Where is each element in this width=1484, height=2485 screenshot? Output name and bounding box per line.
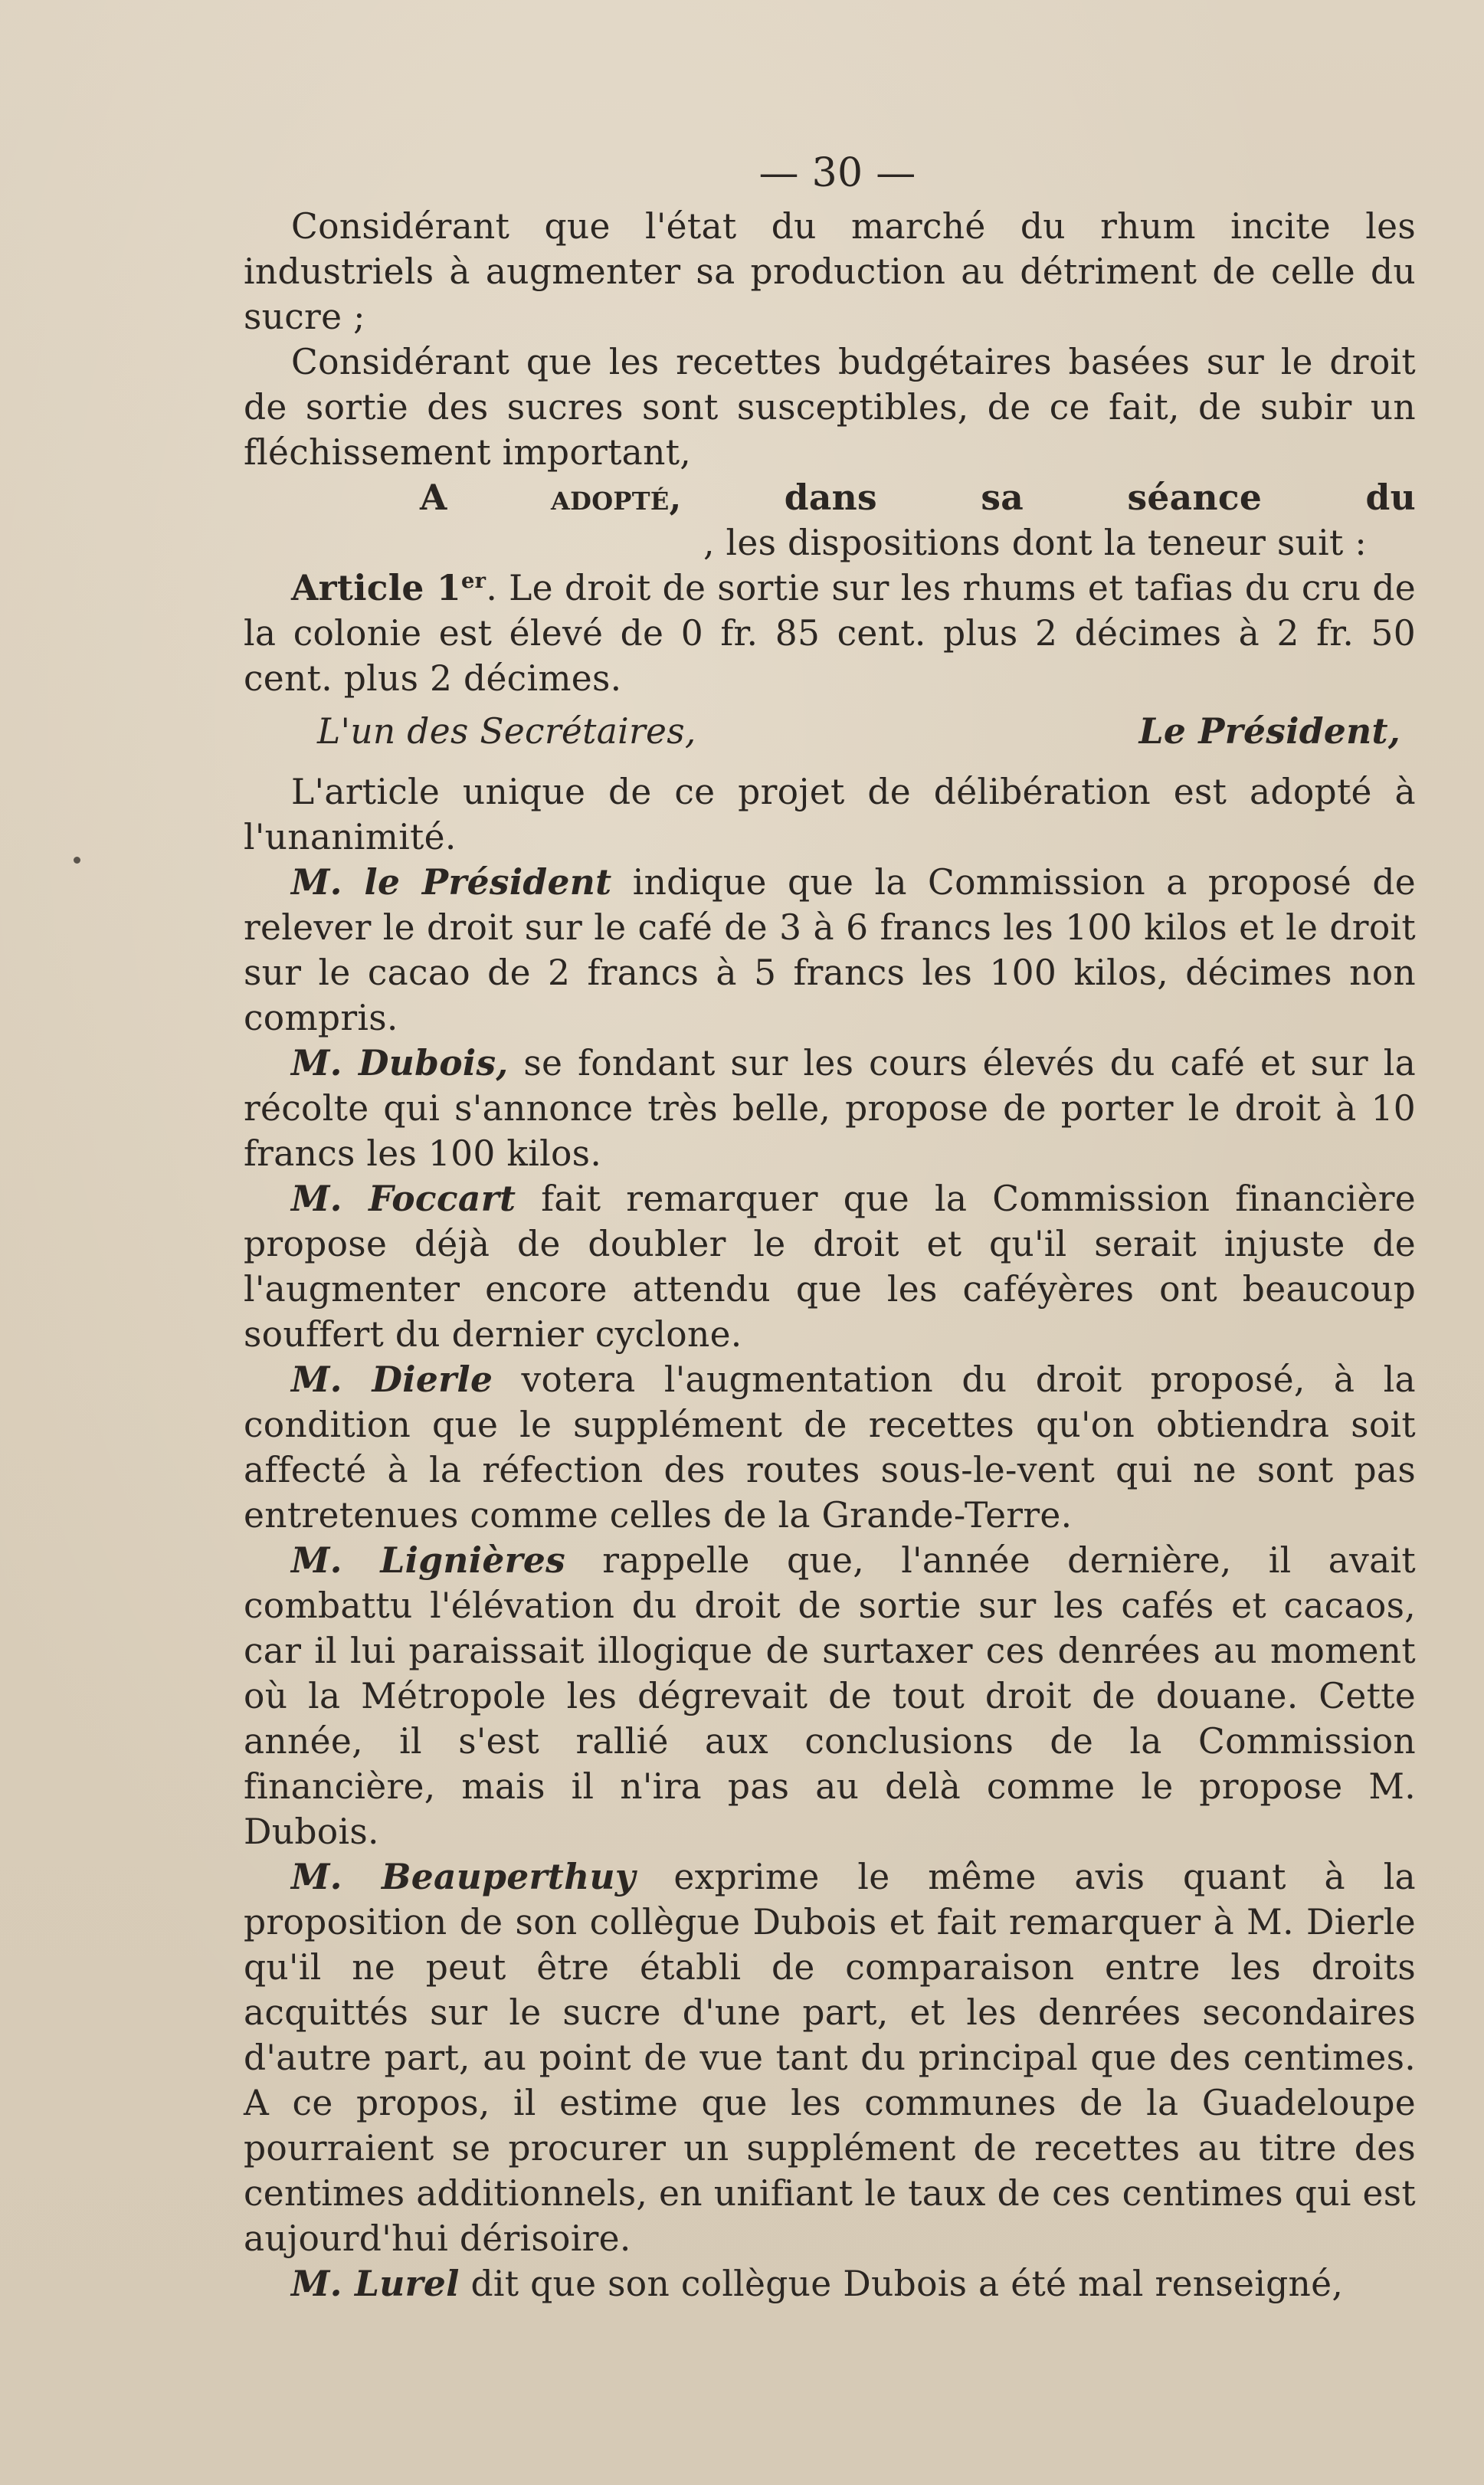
adoption-session: dans sa séance du: [784, 477, 1417, 518]
signature-president: Le Président,: [1138, 710, 1400, 752]
speaker-name: M. Foccart: [291, 1178, 516, 1219]
minutes-paragraph: L'article unique de ce projet de délibération est adopté à l'unanimité.: [244, 772, 1416, 857]
minutes-paragraph: M. Foccart fait remarquer que la Commission financière propose déjà de doubler le droit et qu'il serait injuste de l'augmenter encore attendu que les caféyères ont beaucoup souffert du dernier cyclone.: [244, 1178, 1416, 1355]
adoption-lead: A adopté,: [420, 477, 682, 518]
adoption-clause: [244, 475, 1416, 566]
article-paragraph: [244, 566, 1416, 701]
speaker-name: M. Dierle: [291, 1359, 493, 1400]
speaker-name: M. le Président: [291, 861, 612, 903]
speaker-name: M. Lurel: [291, 2263, 460, 2304]
minutes-paragraph: M. Lignières rappelle que, l'année dernière, il avait combattu l'élévation du droit de sortie sur les cafés et cacaos, car il lui paraissait illogique de surtaxer ces denrées au moment où la Métropole les dégrevait de tout droit de douane. Cette année, il s'est rallié aux conclusions de la Commission financière, mais il n'ira pas au delà comme le propose M. Dubois.: [244, 1539, 1416, 1852]
adoption-tail: , les dispositions dont la teneur suit :: [703, 523, 1367, 563]
considerant-paragraph: Considérant que l'état du marché du rhum incite les industriels à augmenter sa production au détriment de celle du sucre ;: [244, 206, 1416, 337]
ink-speck: [74, 857, 80, 864]
article-label: Article 1er: [291, 567, 486, 608]
minutes-paragraph: M. Lurel dit que son collègue Dubois a été mal renseigné,: [291, 2263, 1344, 2304]
page-number: — 30 —: [758, 150, 916, 196]
page-text: [244, 138, 1416, 2306]
speaker-name: M. Beauperthuy: [291, 1856, 636, 1897]
minutes-paragraph: M. Dierle votera l'augmentation du droit proposé, à la condition que le supplément de recettes qu'on obtiendra soit affecté à la réfection des routes sous-le-vent qui ne sont pas entretenues comme celles de la Grande-Terre.: [244, 1359, 1416, 1536]
speaker-name: M. Lignières: [291, 1539, 566, 1581]
minutes-paragraph: M. Beauperthuy exprime le même avis quant à la proposition de son collègue Dubois et fait remarquer à M. Dierle qu'il ne peut être établi de comparaison entre les droits acquittés sur le sucre d'une part, et les denrées secondaires d'autre part, au point de vue tant du principal que des centimes. A ce propos, il estime que les communes de la Guadeloupe pourraient se procurer un supplément de recettes au titre des centimes additionnels, en unifiant le taux de ces centimes qui est aujourd'hui dérisoire.: [244, 1856, 1416, 2259]
considerant-paragraph: Considérant que les recettes budgétaires basées sur le droit de sortie des sucres sont susceptibles, de ce fait, de subir un fléchissement important,: [244, 342, 1416, 473]
article-text: . Le droit de sortie sur les rhums et tafias du cru de la colonie est élevé de 0 fr. 85 cent. plus 2 décimes à 2 fr. 50 cent. plus 2 décimes.: [244, 568, 1417, 699]
minutes-paragraph: M. le Président indique que la Commission a proposé de relever le droit sur le café de 3 à 6 francs les 100 kilos et le droit sur le cacao de 2 francs à 5 francs les 100 kilos, décimes non compris.: [244, 861, 1416, 1038]
signature-secretary: L'un des Secrétaires,: [317, 711, 696, 752]
minutes-paragraph: M. Dubois, se fondant sur les cours élevés du café et sur la récolte qui s'annonce très belle, propose de porter le droit à 10 francs les 100 kilos.: [244, 1042, 1416, 1174]
speaker-name: M. Dubois,: [291, 1042, 509, 1083]
signature-line: [244, 709, 1416, 754]
